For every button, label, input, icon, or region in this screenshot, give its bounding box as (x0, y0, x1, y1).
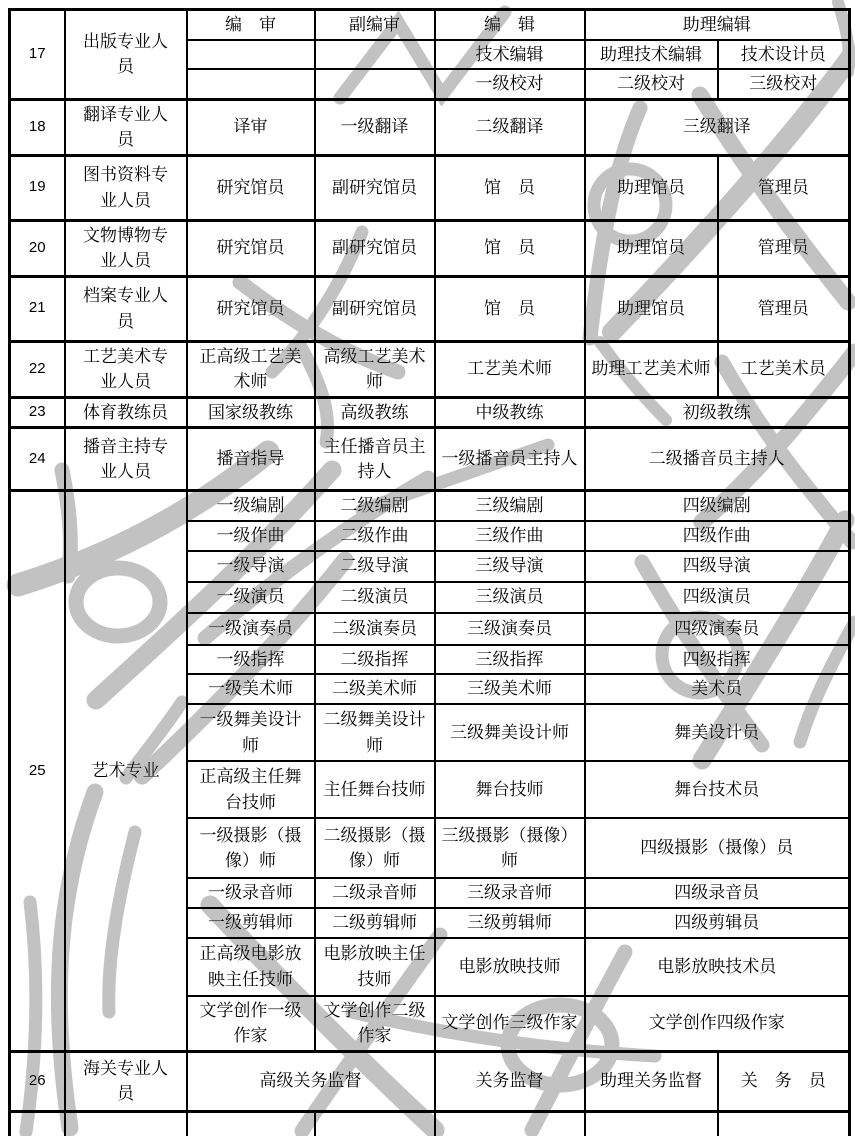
title-cell: 工艺美术师 (435, 341, 585, 397)
title-cell: 三级演奏员 (435, 613, 585, 645)
title-cell: 关 务 员 (718, 1051, 850, 1111)
title-cell: 助理关务监督 (585, 1051, 718, 1111)
table-row (10, 1051, 850, 1111)
title-cell: 副研究馆员 (315, 155, 435, 220)
title-cell (315, 1111, 435, 1136)
title-cell: 二级播音员主持人 (585, 428, 850, 491)
title-cell: 三级作曲 (435, 521, 585, 551)
category-cell: 出版专业人员 (65, 10, 187, 100)
title-cell: 馆 员 (435, 220, 585, 276)
title-cell: 主任播音员主持人 (315, 428, 435, 491)
category-cell: 海关专业人员 (65, 1051, 187, 1111)
title-cell: 副研究馆员 (315, 220, 435, 276)
title-cell: 一级录音师 (187, 878, 315, 908)
title-cell (585, 1111, 718, 1136)
title-cell: 正高级电影放映主任技师 (187, 938, 315, 996)
table-row (10, 428, 850, 491)
title-cell: 二级校对 (585, 69, 718, 99)
title-cell: 副研究馆员 (315, 276, 435, 341)
title-cell: 一级美术师 (187, 674, 315, 704)
title-cell: 四级摄影（摄像）员 (585, 818, 850, 878)
title-cell: 二级演奏员 (315, 613, 435, 645)
title-cell: 四级作曲 (585, 521, 850, 551)
title-cell: 管理员 (718, 155, 850, 220)
title-cell: 四级剪辑员 (585, 908, 850, 938)
row-number-cell: 24 (10, 428, 65, 491)
table-row (10, 491, 850, 521)
title-cell: 三级导演 (435, 551, 585, 582)
table-row (10, 341, 850, 397)
title-cell: 一级演员 (187, 582, 315, 613)
title-cell: 二级指挥 (315, 645, 435, 675)
row-number-cell: 17 (10, 10, 65, 100)
table-row (10, 1111, 850, 1136)
title-cell: 四级导演 (585, 551, 850, 582)
category-cell: 档案专业人员 (65, 276, 187, 341)
table-row (10, 220, 850, 276)
title-cell: 播音指导 (187, 428, 315, 491)
title-cell: 二级美术师 (315, 674, 435, 704)
title-cell: 一级剪辑师 (187, 908, 315, 938)
title-cell: 二级剪辑师 (315, 908, 435, 938)
title-cell: 高级工艺美术师 (315, 341, 435, 397)
title-cell: 一级编剧 (187, 491, 315, 521)
title-cell: 初级教练 (585, 397, 850, 428)
title-cell: 四级指挥 (585, 645, 850, 675)
title-cell: 正高级主任舞台技师 (187, 761, 315, 818)
title-cell: 助理编辑 (585, 10, 850, 40)
title-cell: 二级导演 (315, 551, 435, 582)
title-cell: 一级导演 (187, 551, 315, 582)
title-cell: 一级作曲 (187, 521, 315, 551)
title-cell: 技术设计员 (718, 40, 850, 70)
table-row (10, 397, 850, 428)
title-cell: 研究馆员 (187, 155, 315, 220)
title-cell: 馆 员 (435, 155, 585, 220)
title-cell: 三级录音师 (435, 878, 585, 908)
title-cell (718, 1111, 850, 1136)
title-cell: 三级翻译 (585, 99, 850, 155)
title-cell: 美术员 (585, 674, 850, 704)
title-cell: 管理员 (718, 276, 850, 341)
title-cell: 编 审 (187, 10, 315, 40)
row-number-cell: 25 (10, 491, 65, 1052)
title-cell: 译审 (187, 99, 315, 155)
category-cell: 翻译专业人员 (65, 99, 187, 155)
category-cell: 艺术专业 (65, 491, 187, 1052)
title-cell (187, 40, 315, 70)
title-cell: 二级舞美设计师 (315, 704, 435, 761)
category-cell: 播音主持专业人员 (65, 428, 187, 491)
title-cell (315, 40, 435, 70)
title-cell: 中级教练 (435, 397, 585, 428)
row-number-cell: 18 (10, 99, 65, 155)
title-cell: 舞台技师 (435, 761, 585, 818)
title-cell: 助理馆员 (585, 276, 718, 341)
title-cell (187, 69, 315, 99)
title-cell: 三级美术师 (435, 674, 585, 704)
title-cell: 助理工艺美术师 (585, 341, 718, 397)
title-cell: 高级关务监督 (187, 1051, 435, 1111)
title-cell: 一级演奏员 (187, 613, 315, 645)
title-cell: 研究馆员 (187, 220, 315, 276)
title-cell: 正高级工艺美术师 (187, 341, 315, 397)
title-cell: 文学创作四级作家 (585, 996, 850, 1052)
title-cell: 编 辑 (435, 10, 585, 40)
title-cell: 电影放映技师 (435, 938, 585, 996)
category-cell: 图书资料专业人员 (65, 155, 187, 220)
title-cell: 关务监督 (435, 1051, 585, 1111)
row-number-cell: 20 (10, 220, 65, 276)
title-cell: 二级作曲 (315, 521, 435, 551)
title-cell: 管理员 (718, 220, 850, 276)
title-cell: 工艺美术员 (718, 341, 850, 397)
category-cell (65, 1111, 187, 1136)
title-cell: 三级剪辑师 (435, 908, 585, 938)
title-cell: 二级演员 (315, 582, 435, 613)
row-number-cell: 26 (10, 1051, 65, 1111)
title-cell: 研究馆员 (187, 276, 315, 341)
title-cell: 四级演奏员 (585, 613, 850, 645)
title-cell: 助理馆员 (585, 155, 718, 220)
title-cell: 三级演员 (435, 582, 585, 613)
title-cell: 一级指挥 (187, 645, 315, 675)
title-cell: 技术编辑 (435, 40, 585, 70)
title-cell: 助理馆员 (585, 220, 718, 276)
title-cell: 三级舞美设计师 (435, 704, 585, 761)
title-cell: 国家级教练 (187, 397, 315, 428)
title-cell: 一级校对 (435, 69, 585, 99)
table-row (10, 276, 850, 341)
title-cell: 二级翻译 (435, 99, 585, 155)
title-cell: 三级指挥 (435, 645, 585, 675)
row-number-cell: 19 (10, 155, 65, 220)
title-cell: 四级演员 (585, 582, 850, 613)
row-number-cell: 23 (10, 397, 65, 428)
title-cell: 一级翻译 (315, 99, 435, 155)
title-cell: 舞台技术员 (585, 761, 850, 818)
title-cell: 三级校对 (718, 69, 850, 99)
title-cell: 副编审 (315, 10, 435, 40)
title-cell: 三级摄影（摄像）师 (435, 818, 585, 878)
table-row (10, 155, 850, 220)
table-row (10, 99, 850, 155)
row-number-cell: 22 (10, 341, 65, 397)
table-row (10, 10, 850, 40)
title-cell: 馆 员 (435, 276, 585, 341)
title-cell: 电影放映主任技师 (315, 938, 435, 996)
title-cell (187, 1111, 315, 1136)
title-cell: 助理技术编辑 (585, 40, 718, 70)
title-cell: 四级录音员 (585, 878, 850, 908)
title-cell: 二级编剧 (315, 491, 435, 521)
title-cell: 一级舞美设计师 (187, 704, 315, 761)
title-cell: 三级编剧 (435, 491, 585, 521)
title-cell: 一级摄影（摄像）师 (187, 818, 315, 878)
row-number-cell: 21 (10, 276, 65, 341)
title-cell: 文学创作二级作家 (315, 996, 435, 1052)
row-number-cell (10, 1111, 65, 1136)
title-cell: 主任舞台技师 (315, 761, 435, 818)
title-cell: 二级摄影（摄像）师 (315, 818, 435, 878)
title-cell (315, 69, 435, 99)
category-cell: 体育教练员 (65, 397, 187, 428)
title-cell: 舞美设计员 (585, 704, 850, 761)
professional-titles-table (8, 8, 851, 1136)
category-cell: 工艺美术专业人员 (65, 341, 187, 397)
title-cell: 文学创作一级作家 (187, 996, 315, 1052)
table-body (10, 10, 850, 1136)
title-cell: 二级录音师 (315, 878, 435, 908)
title-cell: 文学创作三级作家 (435, 996, 585, 1052)
title-cell: 电影放映技术员 (585, 938, 850, 996)
title-cell: 四级编剧 (585, 491, 850, 521)
category-cell: 文物博物专业人员 (65, 220, 187, 276)
title-cell: 一级播音员主持人 (435, 428, 585, 491)
title-cell (435, 1111, 585, 1136)
title-cell: 高级教练 (315, 397, 435, 428)
